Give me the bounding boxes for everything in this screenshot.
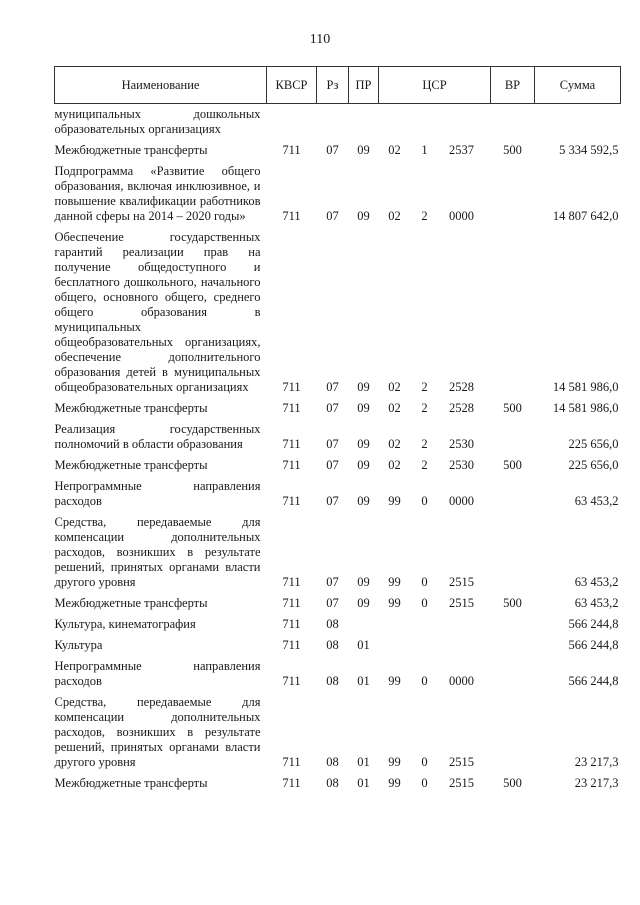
row-name: Средства, передаваемые для компенсации дополнительных расходов, возникших в результате решений, принятых органами власти другого уровня: [54, 695, 261, 769]
row-csr-direction: 2528: [449, 401, 474, 415]
row-pr: 09: [357, 575, 370, 589]
row-rz: 07: [326, 458, 339, 472]
row-kvsr: 711: [282, 638, 301, 652]
row-sum: [535, 104, 621, 141]
row-rz: 08: [326, 755, 339, 769]
row-pr: 09: [357, 494, 370, 508]
row-name: Подпрограмма «Развитие общего образования, включая инклюзивное, и повышение квалификации работников данной сферы на 2014 – 2020 годы»: [54, 164, 261, 223]
row-csr: [379, 227, 491, 398]
row-name: Реализация государственных полномочий в области образования: [54, 422, 261, 451]
row-kvsr: 711: [282, 674, 301, 688]
row-sum: 14 581 986,0: [552, 401, 619, 415]
row-sum: 63 453,2: [574, 494, 619, 508]
row-csr: [379, 593, 491, 614]
row-vr: [491, 419, 535, 455]
table-row: [55, 593, 621, 614]
row-csr: [379, 773, 491, 794]
row-csr: [379, 614, 491, 635]
row-kvsr: 711: [282, 209, 301, 223]
table-row: [55, 161, 621, 227]
row-kvsr: 711: [282, 401, 301, 415]
row-name: Межбюджетные трансферты: [54, 143, 208, 157]
table-row: [55, 635, 621, 656]
row-csr: [379, 140, 491, 161]
row-csr-direction: 0000: [449, 674, 474, 688]
row-vr: 500: [503, 458, 522, 472]
row-sum: 23 217,3: [574, 755, 619, 769]
row-csr: [379, 161, 491, 227]
row-name: Непрограммные направления расходов: [54, 479, 261, 508]
row-rz: 07: [326, 209, 339, 223]
row-csr: [379, 512, 491, 593]
row-sum: 225 656,0: [568, 458, 619, 472]
row-rz: 08: [326, 638, 339, 652]
row-csr-subprogram: 0: [421, 776, 428, 790]
row-sum: 63 453,2: [574, 575, 619, 589]
row-csr-program: 99: [388, 776, 401, 790]
row-vr: 500: [503, 143, 522, 157]
budget-table: [54, 66, 621, 794]
row-rz: 07: [326, 494, 339, 508]
table-row: [55, 455, 621, 476]
row-vr: [491, 476, 535, 512]
row-csr-program: 99: [388, 674, 401, 688]
row-vr: [491, 635, 535, 656]
row-kvsr: 711: [282, 755, 301, 769]
row-csr-subprogram: 2: [421, 437, 428, 451]
row-vr: [491, 656, 535, 692]
row-name: Межбюджетные трансферты: [54, 776, 208, 790]
row-sum: 63 453,2: [574, 596, 619, 610]
row-csr-subprogram: 2: [421, 401, 428, 415]
row-pr: 01: [357, 776, 370, 790]
row-sum: 225 656,0: [568, 437, 619, 451]
table-header-row: [55, 67, 621, 104]
row-csr: [379, 455, 491, 476]
row-csr-program: 99: [388, 494, 401, 508]
table-row: [55, 614, 621, 635]
table-row: [55, 656, 621, 692]
row-csr: [379, 104, 491, 141]
row-rz: [317, 104, 349, 141]
row-vr: [491, 161, 535, 227]
row-csr-direction: 2530: [449, 437, 474, 451]
row-pr: 09: [357, 401, 370, 415]
row-name: Межбюджетные трансферты: [54, 401, 208, 415]
row-csr-direction: 0000: [449, 494, 474, 508]
row-pr: 09: [357, 596, 370, 610]
header-kvsr: КВСР: [267, 67, 317, 104]
row-csr-program: 02: [388, 143, 401, 157]
row-csr-direction: 0000: [449, 209, 474, 223]
row-pr: 09: [357, 437, 370, 451]
row-csr-subprogram: 2: [421, 380, 428, 394]
row-vr: [491, 512, 535, 593]
row-csr: [379, 419, 491, 455]
row-kvsr: 711: [282, 458, 301, 472]
table-row: [55, 419, 621, 455]
header-vr: ВР: [491, 67, 535, 104]
row-sum: 5 334 592,5: [559, 143, 619, 157]
row-kvsr: 711: [282, 617, 301, 631]
row-vr: [491, 692, 535, 773]
row-csr-direction: 2515: [449, 596, 474, 610]
row-csr-subprogram: 0: [421, 575, 428, 589]
row-name: Непрограммные направления расходов: [54, 659, 261, 688]
row-csr-program: 99: [388, 575, 401, 589]
header-rz: Рз: [317, 67, 349, 104]
row-csr-program: 02: [388, 209, 401, 223]
row-rz: 07: [326, 437, 339, 451]
row-sum: 566 244,8: [568, 638, 619, 652]
row-sum: 566 244,8: [568, 617, 619, 631]
table-row: [55, 476, 621, 512]
table-row: [55, 398, 621, 419]
header-name: Наименование: [55, 67, 267, 104]
row-sum: 23 217,3: [574, 776, 619, 790]
row-rz: 08: [326, 776, 339, 790]
row-pr: 09: [357, 380, 370, 394]
row-csr-subprogram: 0: [421, 674, 428, 688]
row-rz: 07: [326, 596, 339, 610]
row-kvsr: 711: [282, 380, 301, 394]
row-pr: 01: [357, 638, 370, 652]
row-csr: [379, 476, 491, 512]
row-csr-direction: 2530: [449, 458, 474, 472]
row-kvsr: 711: [282, 437, 301, 451]
row-pr: 09: [357, 209, 370, 223]
row-csr: [379, 656, 491, 692]
header-sum: Сумма: [535, 67, 621, 104]
row-csr-subprogram: 0: [421, 596, 428, 610]
row-pr: 01: [357, 674, 370, 688]
row-pr: 09: [357, 458, 370, 472]
row-csr-direction: 2515: [449, 575, 474, 589]
row-vr: [491, 227, 535, 398]
row-sum: 566 244,8: [568, 674, 619, 688]
row-vr: [491, 614, 535, 635]
row-kvsr: 711: [282, 143, 301, 157]
row-csr-subprogram: 1: [421, 143, 428, 157]
row-csr-subprogram: 0: [421, 755, 428, 769]
row-csr-subprogram: 2: [421, 209, 428, 223]
row-csr-subprogram: 2: [421, 458, 428, 472]
row-csr-direction: 2537: [449, 143, 474, 157]
row-csr-subprogram: 0: [421, 494, 428, 508]
row-kvsr: 711: [282, 596, 301, 610]
row-rz: 08: [326, 674, 339, 688]
table-row: [55, 692, 621, 773]
row-csr-program: 02: [388, 380, 401, 394]
row-csr-program: 02: [388, 437, 401, 451]
row-vr: 500: [503, 596, 522, 610]
row-csr: [379, 398, 491, 419]
row-pr: [349, 614, 379, 635]
table-row: [55, 773, 621, 794]
row-name: Межбюджетные трансферты: [54, 458, 208, 472]
row-sum: 14 581 986,0: [552, 380, 619, 394]
row-name: Обеспечение государственных гарантий реализации прав на получение общедоступного и бесплатного дошкольного, начального общего, основного общего, среднего общего образования в муниципальных общеобразовательных организациях, обеспечение дополнительного образования детей в муниципальных общеобразовательных организациях: [54, 230, 261, 394]
row-name: муниципальных дошкольных образовательных организациях: [54, 107, 261, 136]
row-vr: 500: [503, 401, 522, 415]
row-vr: 500: [503, 776, 522, 790]
row-csr-direction: 2528: [449, 380, 474, 394]
row-csr-program: 02: [388, 458, 401, 472]
row-pr: 01: [357, 755, 370, 769]
row-pr: 09: [357, 143, 370, 157]
table-row: [55, 104, 621, 141]
page-number: 110: [309, 32, 331, 47]
row-name: Культура, кинематография: [54, 617, 196, 631]
row-pr: [349, 104, 379, 141]
row-csr: [379, 635, 491, 656]
row-kvsr: 711: [282, 494, 301, 508]
row-rz: 07: [326, 575, 339, 589]
row-kvsr: [267, 104, 317, 141]
row-rz: 08: [326, 617, 339, 631]
row-kvsr: 711: [282, 575, 301, 589]
row-vr: [491, 104, 535, 141]
table-row: [55, 140, 621, 161]
row-name: Культура: [54, 638, 103, 652]
header-pr: ПР: [349, 67, 379, 104]
table-row: [55, 512, 621, 593]
row-kvsr: 711: [282, 776, 301, 790]
row-csr-direction: 2515: [449, 755, 474, 769]
row-rz: 07: [326, 401, 339, 415]
header-csr: ЦСР: [379, 67, 491, 104]
row-csr-program: 02: [388, 401, 401, 415]
row-name: Средства, передаваемые для компенсации дополнительных расходов, возникших в результате решений, принятых органами власти другого уровня: [54, 515, 261, 589]
row-csr-program: 99: [388, 596, 401, 610]
row-csr: [379, 692, 491, 773]
row-sum: 14 807 642,0: [552, 209, 619, 223]
table-row: [55, 227, 621, 398]
row-rz: 07: [326, 380, 339, 394]
row-csr-program: 99: [388, 755, 401, 769]
row-rz: 07: [326, 143, 339, 157]
row-csr-direction: 2515: [449, 776, 474, 790]
row-name: Межбюджетные трансферты: [54, 596, 208, 610]
